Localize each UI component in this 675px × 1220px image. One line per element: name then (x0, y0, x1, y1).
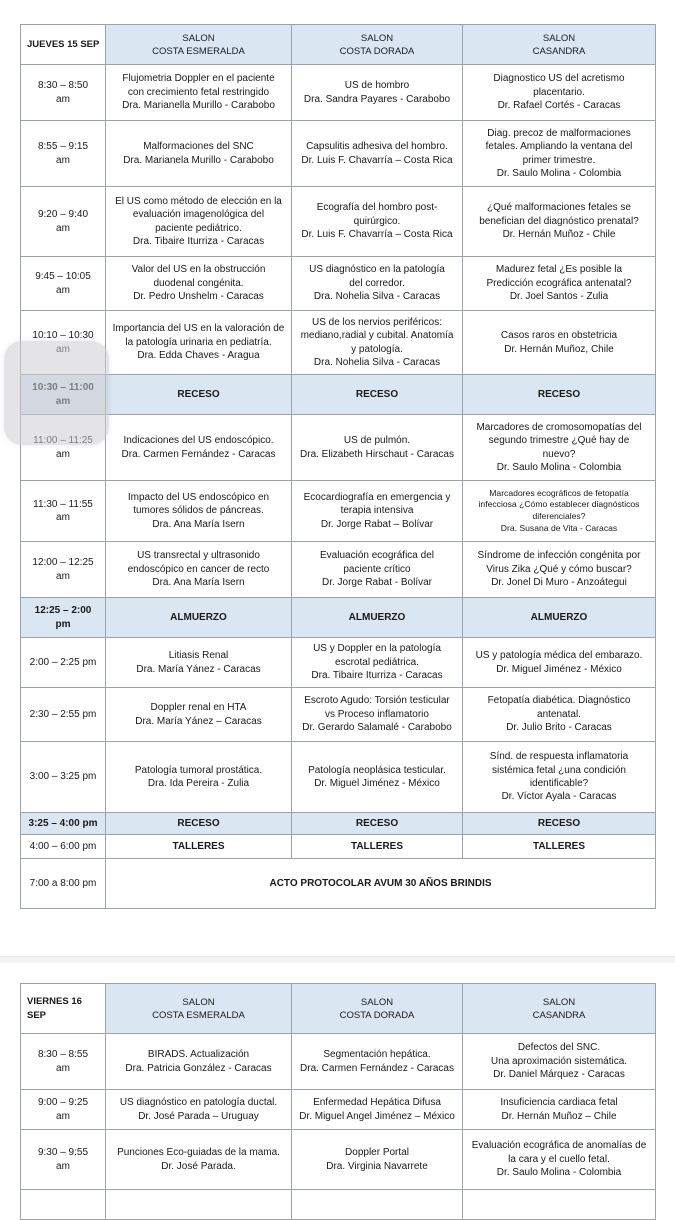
text-line: COSTA ESMERALDA (152, 1009, 245, 1021)
session-row (21, 187, 656, 257)
session-cell (463, 1190, 656, 1220)
text-line: RECESO (177, 817, 220, 829)
session-cell (106, 859, 656, 909)
text-line: Dra. Carmen Fernández - Caracas (121, 448, 276, 460)
text-line: Dra. Nohelia Silva - Caracas (313, 356, 441, 368)
text-line: 7:00 a 8:00 pm (29, 877, 97, 889)
text-line: 9:45 – 10:05 (35, 271, 91, 283)
break-row (21, 375, 656, 415)
session-row (21, 742, 656, 813)
text-line: sistémica fetal ¿una condición (492, 764, 626, 776)
text-line: y patología. (351, 343, 403, 355)
session-cell (106, 1190, 292, 1220)
text-line: endoscópico en cancer de recto (127, 563, 270, 575)
session-cell (463, 187, 656, 257)
text-line: Dr. Rafael Cortés - Caracas (497, 100, 621, 112)
text-line: Dra. Elizabeth Hirschaut - Caracas (300, 448, 454, 460)
text-line: Dra. María Yánez – Caracas (135, 715, 262, 727)
time-slot (21, 813, 106, 835)
text-line: Predicción ecográfica antenatal? (486, 277, 632, 289)
session-cell (463, 835, 656, 859)
text-line: terapia intensiva (340, 505, 414, 517)
session-row (21, 1034, 656, 1090)
text-line: am (56, 570, 70, 582)
session-row (21, 481, 656, 542)
text-line: Dr. Miguel Angel Jiménez – México (299, 1110, 455, 1122)
text-line: ACTO PROTOCOLAR AVUM 30 AÑOS BRINDIS (269, 877, 492, 889)
text-line: Diagnostico US del acretismo (493, 73, 625, 85)
text-line: mediano,radial y cubital. Anatomía (300, 330, 454, 342)
session-cell (292, 638, 463, 688)
text-line: Dra. Carmen Fernández - Caracas (300, 1062, 454, 1074)
text-line: US de hombro (344, 80, 410, 92)
text-line: Dr. Jorge Rabat – Bolívar (320, 518, 434, 530)
session-cell (106, 121, 292, 187)
session-cell (292, 598, 463, 638)
session-row (21, 1090, 656, 1130)
text-line: Insuficiencia cardiaca fetal (500, 1097, 618, 1109)
text-line: evaluación imagenológica del (132, 209, 265, 221)
text-line: Dr. Pedro Unshelm - Caracas (133, 291, 264, 303)
text-line: TALLERES (350, 840, 404, 852)
session-cell (292, 835, 463, 859)
break-row (21, 598, 656, 638)
session-cell (106, 835, 292, 859)
text-line: SALON (182, 996, 215, 1008)
session-row (21, 415, 656, 481)
text-line: COSTA DORADA (339, 1009, 415, 1021)
session-row (21, 835, 656, 859)
text-line: segundo trimestre ¿Qué hay de (488, 435, 630, 447)
session-cell (463, 742, 656, 813)
text-line: SALON (182, 32, 215, 44)
session-cell (463, 1034, 656, 1090)
text-line: SALON (360, 32, 394, 44)
text-line: Patología tumoral prostática. (134, 764, 263, 776)
text-line: Dr. José Parada – Uruguay (138, 1110, 259, 1122)
text-line: 8:30 – 8:50 (37, 80, 89, 92)
time-slot (21, 859, 106, 909)
session-cell (106, 1034, 292, 1090)
text-line: am (56, 284, 70, 296)
text-line: Dr. Jonel Di Muro - Anzoátegui (491, 577, 627, 589)
text-line: Sínd. de respuesta inflamatoria (489, 751, 629, 763)
text-line: Defectos del SNC. (517, 1042, 601, 1054)
text-line: placentario. (533, 86, 585, 98)
session-cell (292, 481, 463, 542)
text-line: Dr. Hernán Muñoz - Chile (502, 229, 616, 241)
session-cell (463, 1090, 656, 1130)
text-line: 2:30 – 2:55 pm (29, 708, 97, 720)
text-line: identificable? (529, 778, 589, 789)
session-cell (292, 121, 463, 187)
session-cell (106, 375, 292, 415)
text-line: Madurez fetal ¿Es posible la (495, 264, 623, 276)
text-line: US y Doppler en la patología (313, 643, 441, 655)
session-cell (463, 598, 656, 638)
time-slot (21, 688, 106, 742)
text-line: Dra. Sandra Payares - Carabobo (303, 93, 451, 105)
text-line: Patología neoplásica testicular. (308, 764, 446, 776)
text-line: 3:25 – 4:00 pm (28, 817, 98, 829)
time-slot (21, 481, 106, 542)
text-line: Dr. Luis F. Chavarría – Costa Rica (301, 154, 453, 166)
session-row (21, 638, 656, 688)
text-line: Dra. Tibaire Iturriza - Caracas (311, 670, 443, 682)
text-line: am (56, 1062, 70, 1074)
session-cell (292, 1190, 463, 1220)
text-line: Dra. María Yánez - Caracas (136, 663, 261, 675)
session-cell (106, 257, 292, 311)
text-line: 10:10 – 10:30 (32, 330, 94, 342)
session-row (21, 257, 656, 311)
break-row (21, 813, 656, 835)
text-line: 12:00 – 12:25 (32, 557, 94, 569)
session-cell (463, 257, 656, 311)
text-line: primer trimestre. (522, 154, 596, 166)
session-row (21, 311, 656, 375)
text-line: Punciones Eco-guiadas de la mama. (117, 1147, 280, 1159)
text-line: Dr. Luis F. Chavarría – Costa Rica (301, 229, 453, 241)
hall-header (292, 984, 463, 1034)
text-line: Síndrome de infección congénita por (477, 550, 641, 562)
text-line: Dr. Hernán Muñoz – Chile (501, 1110, 617, 1122)
hall-header (106, 25, 292, 65)
time-slot (21, 542, 106, 598)
text-line: Dr. Miguel Jiménez - México (496, 663, 622, 675)
text-line: ALMUERZO (348, 611, 406, 623)
friday-schedule-table (20, 983, 656, 1220)
text-line: Impacto del US endoscópico en (127, 491, 270, 503)
text-line: Fetopatía diabética. Diagnóstico (487, 695, 631, 707)
session-cell (106, 1130, 292, 1190)
text-line: 9:00 – 9:25 (37, 1097, 89, 1109)
session-cell (292, 1034, 463, 1090)
session-cell (292, 415, 463, 481)
text-line: Dr. Saulo Molina - Colombia (496, 461, 622, 473)
text-line: Marcadores ecográficos de fetopatía (489, 487, 629, 498)
session-cell (106, 638, 292, 688)
day-label: JUEVES 15 SEP (21, 25, 106, 65)
day-label: VIERNES 16 SEP (21, 984, 106, 1034)
text-line: 8:55 – 9:15 (37, 141, 89, 153)
text-line: BIRADS. Actualización (147, 1049, 250, 1061)
text-line: paciente pediátrico. (155, 222, 242, 234)
text-line: infecciosa ¿Cómo establecer diagnósticos (478, 499, 640, 510)
text-line: diferenciales? (532, 511, 586, 521)
session-cell (292, 375, 463, 415)
text-line: am (56, 448, 70, 460)
text-line: CASANDRA (532, 45, 586, 57)
text-line: ALMUERZO (170, 611, 227, 623)
text-line: Ecografía del hombro post- (316, 202, 438, 214)
text-line: Una aproximación sistemática. (490, 1055, 628, 1067)
session-cell (106, 1090, 292, 1130)
text-line: tumores sólidos de páncreas. (133, 505, 264, 517)
text-line: Dr. Miguel Jiménez - México (314, 778, 440, 789)
text-line: benefician del diagnóstico prenatal? (479, 215, 639, 227)
text-line: Enfermedad Hepática Difusa (313, 1097, 441, 1109)
session-cell (106, 542, 292, 598)
session-cell (292, 311, 463, 375)
text-line: Dr. Jorge Rabat - Bolívar (321, 577, 433, 589)
text-line: antenatal. (537, 708, 581, 720)
session-cell (463, 1130, 656, 1190)
text-line: Importancia del US en la valoración de (112, 323, 285, 335)
text-line: Doppler renal en HTA (150, 702, 247, 714)
text-line: am (56, 1110, 70, 1122)
text-line: Dr. Hernán Muñoz, Chile (504, 343, 614, 355)
text-line: CASANDRA (532, 1009, 586, 1021)
session-row (21, 542, 656, 598)
session-cell (106, 742, 292, 813)
text-line: Dr. Julio Brito - Caracas (506, 722, 612, 734)
text-line: TALLERES (172, 840, 225, 852)
session-cell (463, 688, 656, 742)
text-line: Dr. Víctor Ayala - Caracas (501, 791, 617, 803)
text-line: 9:30 – 9:55 (37, 1147, 89, 1159)
text-line: 11:30 – 11:55 (33, 498, 93, 510)
time-slot (21, 598, 106, 638)
session-cell (106, 813, 292, 835)
session-cell (463, 813, 656, 835)
session-cell (292, 65, 463, 121)
floating-overlay-button[interactable] (4, 341, 109, 445)
text-line: Ecocardiografía en emergencia y (303, 491, 451, 503)
session-cell (106, 311, 292, 375)
text-line: 9:20 – 9:40 (37, 209, 89, 221)
text-line: pm (55, 618, 71, 630)
session-cell (463, 65, 656, 121)
text-line: Dr. Saulo Molina - Colombia (496, 167, 622, 179)
session-cell (106, 65, 292, 121)
text-line: del corredor. (349, 277, 405, 289)
session-cell (463, 415, 656, 481)
time-slot (21, 1190, 106, 1220)
session-cell (292, 257, 463, 311)
time-slot (21, 742, 106, 813)
session-cell (292, 742, 463, 813)
session-cell (106, 598, 292, 638)
text-line: El US como método de elección en la (115, 195, 282, 207)
text-line: la patología urinaria en pediatría. (125, 336, 272, 348)
text-line: con crecimiento fetal restringido (127, 86, 270, 98)
text-line: Litiasis Renal (168, 650, 229, 662)
text-line: Dr. Joel Santos - Zulia (509, 291, 609, 303)
text-line: Capsulitis adhesiva del hombro. (306, 141, 448, 153)
time-slot (21, 187, 106, 257)
text-line: Escroto Agudo: Torsión testicular (304, 695, 450, 707)
session-cell (463, 121, 656, 187)
text-line: ¿Qué malformaciones fetales se (487, 202, 631, 214)
time-slot (21, 835, 106, 859)
text-line: SALON (542, 996, 576, 1008)
text-line: US de pulmón. (343, 435, 411, 447)
text-line: escrotal pediátrica. (335, 656, 419, 668)
text-line: Diag. precoz de malformaciones (487, 127, 631, 139)
text-line: Indicaciones del US endoscópico. (123, 435, 274, 447)
text-line: Virus Zika ¿Qué y cómo buscar? (486, 563, 632, 575)
text-line: RECESO (177, 388, 220, 400)
text-line: Dra. Edda Chaves - Aragua (137, 350, 260, 362)
text-line: Dra. Nohelia Silva - Caracas (313, 291, 441, 303)
session-cell (292, 688, 463, 742)
page-gap (0, 957, 675, 963)
text-line: Dra. Susana de Vita - Caracas (500, 522, 618, 533)
text-line: RECESO (355, 817, 399, 829)
text-line: fetales. Ampliando la ventana del (485, 141, 633, 153)
text-line: ALMUERZO (530, 611, 588, 623)
hall-header (463, 984, 656, 1034)
text-line: am (56, 1160, 70, 1172)
thursday-schedule-table (20, 24, 656, 909)
text-line: RECESO (537, 388, 581, 400)
session-row (21, 859, 656, 909)
session-cell (106, 688, 292, 742)
session-cell (292, 813, 463, 835)
text-line: am (56, 93, 70, 105)
session-row (21, 65, 656, 121)
text-line: Dra. Tibaire Iturriza - Caracas (132, 235, 265, 247)
text-line: COSTA DORADA (339, 45, 415, 57)
text-line: quirúrgico. (353, 215, 401, 227)
time-slot (21, 257, 106, 311)
time-slot (21, 121, 106, 187)
header-row (21, 25, 656, 65)
text-line: SALON (360, 996, 394, 1008)
text-line: 4:00 – 6:00 pm (29, 840, 97, 852)
time-slot (21, 638, 106, 688)
hall-header (292, 25, 463, 65)
text-line: Dra. Marianela Murillo - Carabobo (123, 154, 274, 166)
session-cell (106, 481, 292, 542)
text-line: la cara y el cuello fetal. (508, 1153, 610, 1165)
text-line: Dra. Ana María Isern (152, 518, 245, 530)
text-line: Segmentación hepática. (323, 1049, 431, 1061)
text-line: nuevo? (542, 448, 576, 460)
text-line: Dra. Patricia González - Caracas (125, 1062, 272, 1074)
text-line: 2:00 – 2:25 pm (29, 656, 97, 668)
text-line: Dra. Marianella Murillo - Carabobo (122, 100, 275, 112)
text-line: Flujometria Doppler en el paciente (122, 73, 275, 85)
text-line: TALLERES (532, 840, 586, 852)
text-line: Dra. Ida Pereira - Zulia (147, 778, 250, 789)
session-cell (463, 311, 656, 375)
text-line: Dra. Virginia Navarrete (326, 1160, 428, 1172)
session-cell (463, 638, 656, 688)
text-line: Evaluación ecográfica de anomalías de (471, 1140, 647, 1152)
session-cell (292, 187, 463, 257)
session-row (21, 1130, 656, 1190)
text-line: Casos raros en obstetricia (500, 330, 618, 342)
text-line: US diagnóstico en patología ductal. (119, 1097, 278, 1109)
text-line: COSTA ESMERALDA (152, 45, 245, 57)
text-line: RECESO (537, 817, 581, 829)
text-line: US transrectal y ultrasonido (137, 550, 260, 562)
text-line: Dr. Daniel Márquez - Caracas (493, 1069, 625, 1081)
session-row (21, 121, 656, 187)
text-line: Doppler Portal (345, 1147, 409, 1159)
time-slot (21, 1130, 106, 1190)
text-line: Evaluación ecográfica del (320, 550, 434, 562)
session-cell (106, 415, 292, 481)
text-line: Dr. Gerardo Salamalé - Carabobo (302, 722, 452, 734)
session-cell (292, 1090, 463, 1130)
session-cell (292, 1130, 463, 1190)
text-line: Marcadores de cromosomopatías del (476, 421, 642, 433)
text-line: SALON (542, 32, 576, 44)
text-line: Dra. Ana María Isern (152, 577, 245, 589)
hall-header (463, 25, 656, 65)
text-line: 3:00 – 3:25 pm (29, 771, 97, 783)
session-cell (463, 481, 656, 542)
text-line: US diagnóstico en la patología (309, 264, 445, 276)
header-row (21, 984, 656, 1034)
time-slot (21, 1034, 106, 1090)
session-cell (106, 187, 292, 257)
text-line: am (56, 222, 70, 234)
text-line: Dr. José Parada. (161, 1160, 236, 1172)
session-cell (463, 375, 656, 415)
text-line: 12:25 – 2:00 (34, 605, 92, 617)
session-row (21, 688, 656, 742)
time-slot (21, 1090, 106, 1130)
text-line: Dr. Saulo Molina - Colombia (496, 1167, 622, 1179)
session-cell (292, 542, 463, 598)
text-line: am (56, 512, 70, 523)
text-line: Malformaciones del SNC (143, 141, 254, 153)
text-line: am (56, 154, 70, 166)
text-line: RECESO (355, 388, 399, 400)
text-line: paciente crítico (343, 563, 411, 575)
text-line: vs Proceso inflamatorio (325, 708, 429, 720)
text-line: US de los nervios periféricos: (311, 316, 443, 328)
session-cell (463, 542, 656, 598)
hall-header (106, 984, 292, 1034)
session-row (21, 1190, 656, 1220)
text-line: 8:30 – 8:55 (37, 1049, 89, 1061)
time-slot (21, 65, 106, 121)
text-line: US y patología médica del embarazo. (475, 650, 643, 662)
text-line: duodenal congénita. (153, 277, 244, 289)
text-line: Valor del US en la obstrucción (131, 264, 266, 276)
